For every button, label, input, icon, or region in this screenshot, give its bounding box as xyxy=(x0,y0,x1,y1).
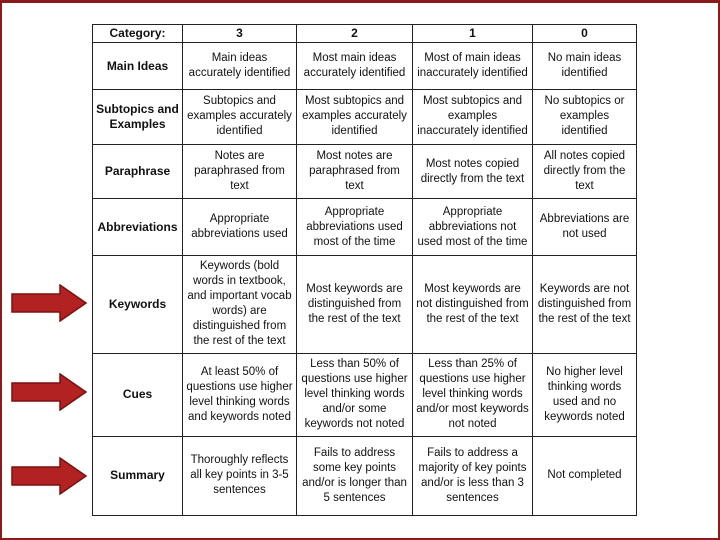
criteria-cell: Appropriate abbreviations not used most of the time xyxy=(413,199,533,256)
criteria-cell: Appropriate abbreviations used most of the time xyxy=(297,199,413,256)
criteria-cell: All notes copied directly from the text xyxy=(533,144,637,199)
header-category: Category: xyxy=(93,25,183,43)
criteria-cell: Keywords are not distinguished from the rest of the text xyxy=(533,256,637,353)
criteria-cell: Appropriate abbreviations used xyxy=(183,199,297,256)
header-score-3: 3 xyxy=(183,25,297,43)
header-score-2: 2 xyxy=(297,25,413,43)
row-paraphrase xyxy=(93,144,637,199)
header-score-1: 1 xyxy=(413,25,533,43)
criteria-cell: Not completed xyxy=(533,436,637,515)
category-cell: Main Ideas xyxy=(93,43,183,90)
criteria-cell: Less than 25% of questions use higher level thinking words and/or most keywords not noted xyxy=(413,353,533,436)
row-abbreviations xyxy=(93,199,637,256)
criteria-cell: Most main ideas accurately identified xyxy=(297,43,413,90)
criteria-cell: Fails to address some key points and/or is longer than 5 sentences xyxy=(297,436,413,515)
criteria-cell: At least 50% of questions use higher level thinking words and keywords noted xyxy=(183,353,297,436)
criteria-cell: Most subtopics and examples inaccurately identified xyxy=(413,89,533,144)
criteria-cell: Most notes copied directly from the text xyxy=(413,144,533,199)
right-arrow-icon xyxy=(10,373,88,411)
criteria-cell: No higher level thinking words used and no keywords noted xyxy=(533,353,637,436)
category-cell: Subtopics and Examples xyxy=(93,89,183,144)
criteria-cell: Subtopics and examples accurately identified xyxy=(183,89,297,144)
criteria-cell: Most keywords are distinguished from the rest of the text xyxy=(297,256,413,353)
criteria-cell: No subtopics or examples identified xyxy=(533,89,637,144)
header-row xyxy=(93,25,637,43)
criteria-cell: Most of main ideas inaccurately identified xyxy=(413,43,533,90)
criteria-cell: Thoroughly reflects all key points in 3-5 sentences xyxy=(183,436,297,515)
criteria-cell: Less than 50% of questions use higher level thinking words and/or some keywords not noted xyxy=(297,353,413,436)
rubric-table xyxy=(92,24,637,516)
row-cues xyxy=(93,353,637,436)
category-cell: Cues xyxy=(93,353,183,436)
row-subtopics xyxy=(93,89,637,144)
header-score-0: 0 xyxy=(533,25,637,43)
criteria-cell: Fails to address a majority of key points and/or is less than 3 sentences xyxy=(413,436,533,515)
criteria-cell: Notes are paraphrased from text xyxy=(183,144,297,199)
row-summary xyxy=(93,436,637,515)
criteria-cell: Main ideas accurately identified xyxy=(183,43,297,90)
right-arrow-icon xyxy=(10,284,88,322)
category-cell: Keywords xyxy=(93,256,183,353)
criteria-cell: Most notes are paraphrased from text xyxy=(297,144,413,199)
criteria-cell: No main ideas identified xyxy=(533,43,637,90)
criteria-cell: Most subtopics and examples accurately identified xyxy=(297,89,413,144)
category-cell: Abbreviations xyxy=(93,199,183,256)
criteria-cell: Abbreviations are not used xyxy=(533,199,637,256)
row-main-ideas xyxy=(93,43,637,90)
row-keywords xyxy=(93,256,637,353)
criteria-cell: Keywords (bold words in textbook, and important vocab words) are distinguished from the rest of the text xyxy=(183,256,297,353)
category-cell: Summary xyxy=(93,436,183,515)
criteria-cell: Most keywords are not distinguished from the rest of the text xyxy=(413,256,533,353)
category-cell: Paraphrase xyxy=(93,144,183,199)
right-arrow-icon xyxy=(10,457,88,495)
